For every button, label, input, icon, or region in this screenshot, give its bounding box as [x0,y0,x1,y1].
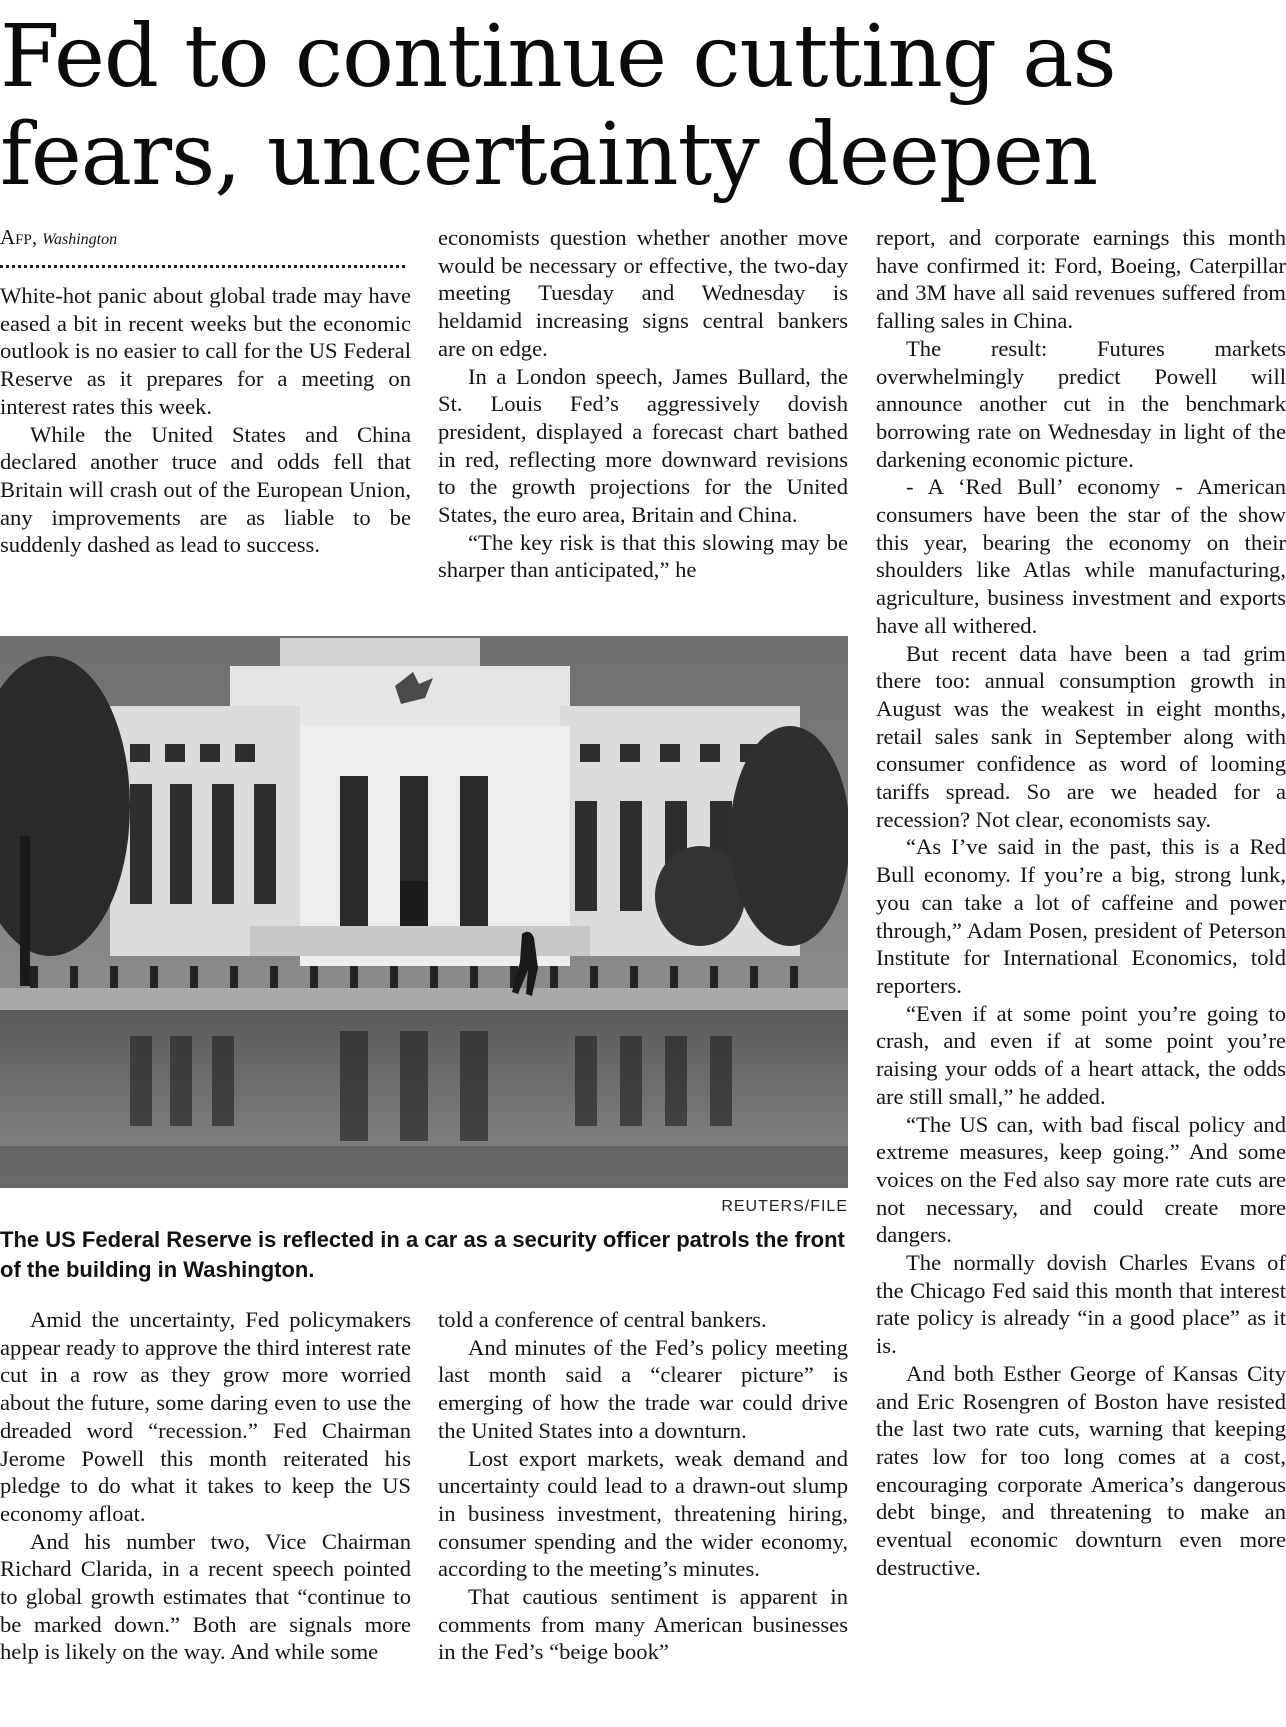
paragraph: The normally dovish Charles Evans of the Chicago Fed said this month that interest rate policy is already “in a good place” as it is. [876,1250,1286,1359]
byline-agency: Afp, [0,225,38,249]
photo-caption: The US Federal Reserve is reflected in a car as a security officer patrols the front of the building in Washington. [0,1227,845,1282]
paragraph: “As I’ve said in the past, this is a Red Bull economy. If you’re a big, strong lunk, you can take a lot of caffeine and power through,” Adam Posen, president of Peterson Institute for International Economics, told reporters. [876,834,1286,998]
paragraph: While the United States and China declared another truce and odds fell that Britain will crash out of the European Union, any improvements are as liable to be suddenly dashed as lead to success. [0,421,411,558]
paragraph: report, and corporate earnings this month have confirmed it: Ford, Boeing, Caterpillar and 3M have all said revenues suffered from falling sales in China. [876,225,1286,334]
byline-city: Washington [42,231,118,248]
paragraph: - A ‘Red Bull’ economy - American consumers have been the star of the show this year, bearing the economy on their shoulders like Atlas while manufacturing, agriculture, business investment and exports have all withered. [876,474,1286,638]
paragraph: “The key risk is that this slowing may be sharper than anticipated,” he [438,529,848,583]
column-2-bottom [438,1306,848,1666]
paragraph: And his number two, Vice Chairman Richard Clarida, in a recent speech pointed to global growth estimates that “continue to be marked down.” Both are signals more help is likely on the way. And while some [0,1528,411,1665]
photo-credit: REUTERS/FILE [721,1198,848,1215]
paragraph: And minutes of the Fed’s policy meeting last month said a “clearer picture” is emerging of how the trade war could drive the United States into a downturn. [438,1334,848,1443]
paragraph: That cautious sentiment is apparent in comments from many American businesses in the Fed’s “beige book” [438,1584,848,1665]
column-1-bottom [0,1306,411,1666]
byline [0,224,411,253]
paragraph: “Even if at some point you’re going to crash, and even if at some point you’re raising your odds of a heart attack, the odds are still small,” he added. [876,1000,1286,1109]
column-1-top [0,224,411,559]
paragraph: And both Esther George of Kansas City and Eric Rosengren of Boston have resisted the last two rate cuts, warning that keeping rates low for too long comes at a cost, encouraging corporate America’s dangerous debt binge, and threatening to make an eventual economic downturn even more destructive. [876,1360,1286,1580]
column-2-top [438,224,848,584]
paragraph: Amid the uncertainty, Fed policymakers appear ready to approve the third interest rate cut in a row as they grow more worried about the future, some daring even to use the dreaded word “recession.” Fed Chairman Jerome Powell this month reiterated his pledge to do what it takes to keep the US economy afloat. [0,1307,411,1526]
paragraph: Lost export markets, weak demand and uncertainty could lead to a drawn-out slump in business investment, threatening hiring, consumer spending and the wider economy, according to the meeting’s minutes. [438,1445,848,1582]
headline-line-1: Fed to continue cutting as [0,7,1116,107]
paragraph: But recent data have been a tad grim there too: annual consumption growth in August was the weakest in eight months, retail sales sank in September along with consumer confidence as word of looming tariffs spread. So are we headed for a recession? Not clear, economists say. [876,640,1286,832]
federal-reserve-photo [0,636,848,1188]
column-3 [876,224,1286,1581]
paragraph: In a London speech, James Bullard, the St. Louis Fed’s aggressively dovish president, displayed a forecast chart bathed in red, reflecting more downward revisions to the growth projections for the United States, the euro area, Britain and China. [438,363,848,528]
paragraph: The result: Futures markets overwhelmingly predict Powell will announce another cut in the benchmark borrowing rate on Wednesday in light of the darkening economic picture. [876,335,1286,472]
headline-line-2: fears, uncertainty deepen [0,105,1098,205]
paragraph: told a conference of central bankers. [438,1307,767,1332]
dotted-divider [0,259,405,268]
building-illustration [0,636,848,1188]
paragraph: economists question whether another move would be necessary or effective, the two-day meeting Tuesday and Wednesday is heldamid increasing signs central bankers are on edge. [438,225,848,361]
paragraph: “The US can, with bad fiscal policy and extreme measures, keep going.” And some voices on the Fed also say more rate cuts are not necessary, and could create more dangers. [876,1111,1286,1248]
headline [0,0,1286,204]
paragraph: White-hot panic about global trade may have eased a bit in recent weeks but the economic outlook is no easier to call for the US Federal Reserve as it prepares for a meeting on interest rates this week. [0,283,411,419]
